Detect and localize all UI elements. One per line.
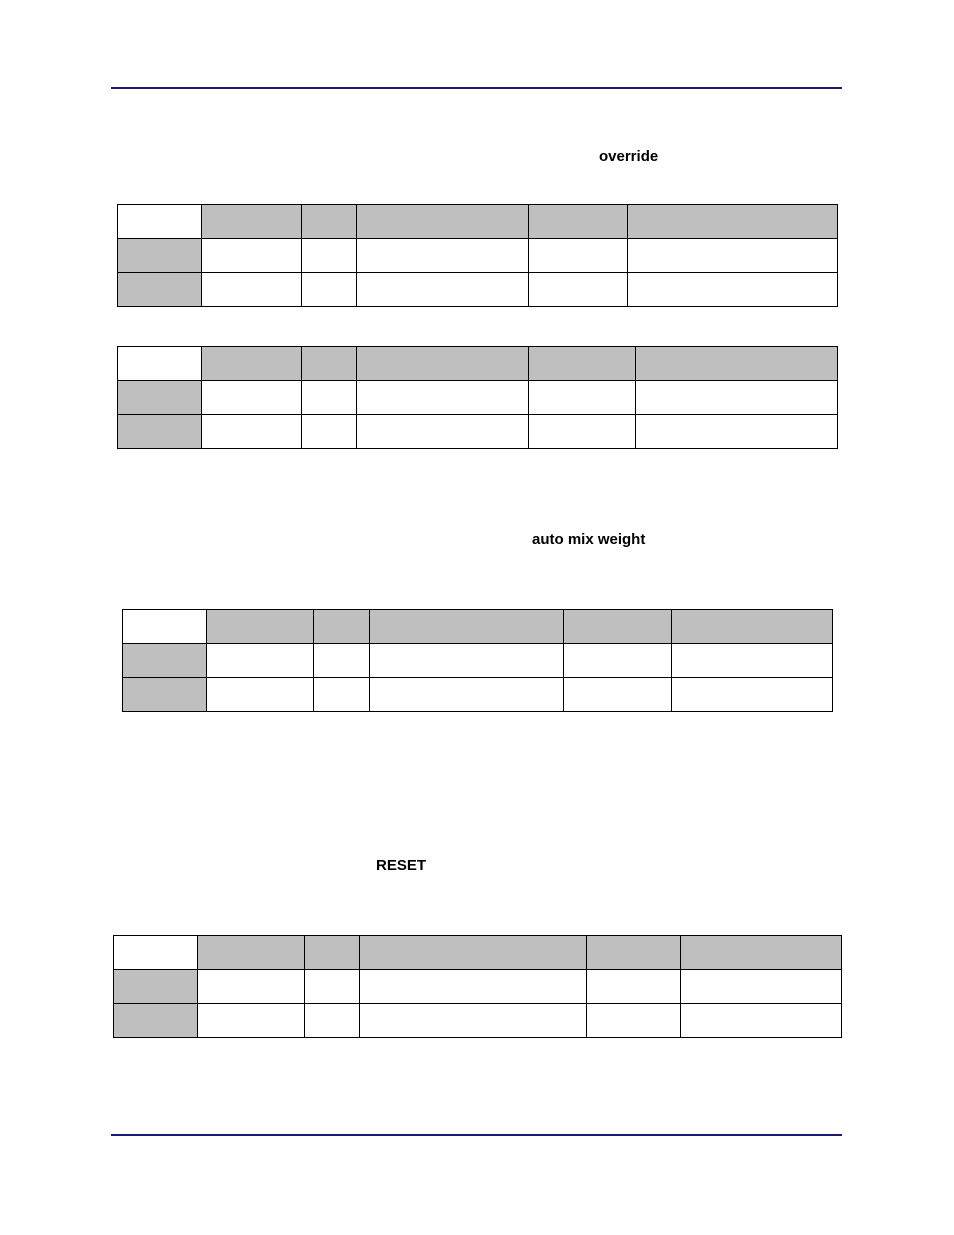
row-header-cell: [123, 644, 207, 678]
table-cell: [529, 273, 628, 307]
row-header-cell: [114, 1004, 198, 1038]
row-header-cell: [118, 273, 202, 307]
table-cell: [636, 381, 838, 415]
table-cell: [202, 239, 302, 273]
keyword-reset: RESET: [376, 857, 427, 874]
table-cell: [302, 381, 357, 415]
register-table-2: [117, 346, 838, 449]
table-header-cell: [628, 205, 838, 239]
table-header-row: [118, 347, 838, 381]
table-cell: [587, 970, 681, 1004]
register-table-1: [117, 204, 838, 307]
table-cell: [207, 678, 314, 712]
table-cell: [314, 644, 370, 678]
table-header-cell: [302, 205, 357, 239]
header-rule: [111, 87, 842, 89]
table-header-cell: [202, 205, 302, 239]
table-row: [114, 970, 842, 1004]
table-row: [114, 1004, 842, 1038]
table-cell: [636, 415, 838, 449]
table-header-cell: [305, 936, 360, 970]
table-cell: [357, 381, 529, 415]
table-cell: [564, 644, 672, 678]
table-cell: [587, 1004, 681, 1038]
keyword-override: override: [599, 148, 659, 165]
table-cell: [529, 381, 636, 415]
table-cell: [370, 644, 564, 678]
table-header-cell: [360, 936, 587, 970]
footer-rule: [111, 1134, 842, 1136]
table-cell: [302, 273, 357, 307]
table-cell: [672, 678, 833, 712]
table-cell: [302, 415, 357, 449]
table-header-cell: [529, 205, 628, 239]
table-cell: [628, 239, 838, 273]
table-cell: [314, 678, 370, 712]
row-header-cell: [118, 381, 202, 415]
keyword-auto-mix-weight: auto mix weight: [532, 531, 646, 548]
table-cell: [360, 1004, 587, 1038]
table-corner-cell: [123, 610, 207, 644]
table-row: [123, 678, 833, 712]
register-table-4: [113, 935, 842, 1038]
table-header-cell: [357, 205, 529, 239]
table-header-cell: [672, 610, 833, 644]
table-header-cell: [564, 610, 672, 644]
table-row: [118, 239, 838, 273]
table-header-cell: [302, 347, 357, 381]
table-cell: [564, 678, 672, 712]
table-cell: [305, 1004, 360, 1038]
table-header-cell: [636, 347, 838, 381]
table-cell: [202, 273, 302, 307]
table-cell: [207, 644, 314, 678]
table-cell: [198, 970, 305, 1004]
table-cell: [357, 415, 529, 449]
table-cell: [202, 415, 302, 449]
table-cell: [681, 1004, 842, 1038]
table-cell: [357, 273, 529, 307]
row-header-cell: [114, 970, 198, 1004]
table-header-row: [123, 610, 833, 644]
table-cell: [357, 239, 529, 273]
table-cell: [529, 415, 636, 449]
table-header-cell: [587, 936, 681, 970]
table-corner-cell: [114, 936, 198, 970]
table-cell: [672, 644, 833, 678]
table-header-cell: [198, 936, 305, 970]
table-corner-cell: [118, 347, 202, 381]
register-table-3: [122, 609, 833, 712]
table-cell: [305, 970, 360, 1004]
table-cell: [681, 970, 842, 1004]
table-row: [118, 415, 838, 449]
table-header-cell: [370, 610, 564, 644]
row-header-cell: [123, 678, 207, 712]
table-header-cell: [207, 610, 314, 644]
table-cell: [370, 678, 564, 712]
table-row: [123, 644, 833, 678]
table-header-cell: [681, 936, 842, 970]
table-cell: [360, 970, 587, 1004]
table-row: [118, 273, 838, 307]
table-header-cell: [357, 347, 529, 381]
table-header-row: [118, 205, 838, 239]
table-cell: [529, 239, 628, 273]
table-cell: [202, 381, 302, 415]
table-cell: [302, 239, 357, 273]
table-cell: [628, 273, 838, 307]
table-row: [118, 381, 838, 415]
table-corner-cell: [118, 205, 202, 239]
table-header-cell: [529, 347, 636, 381]
table-header-cell: [314, 610, 370, 644]
row-header-cell: [118, 415, 202, 449]
table-header-cell: [202, 347, 302, 381]
table-cell: [198, 1004, 305, 1038]
table-header-row: [114, 936, 842, 970]
row-header-cell: [118, 239, 202, 273]
